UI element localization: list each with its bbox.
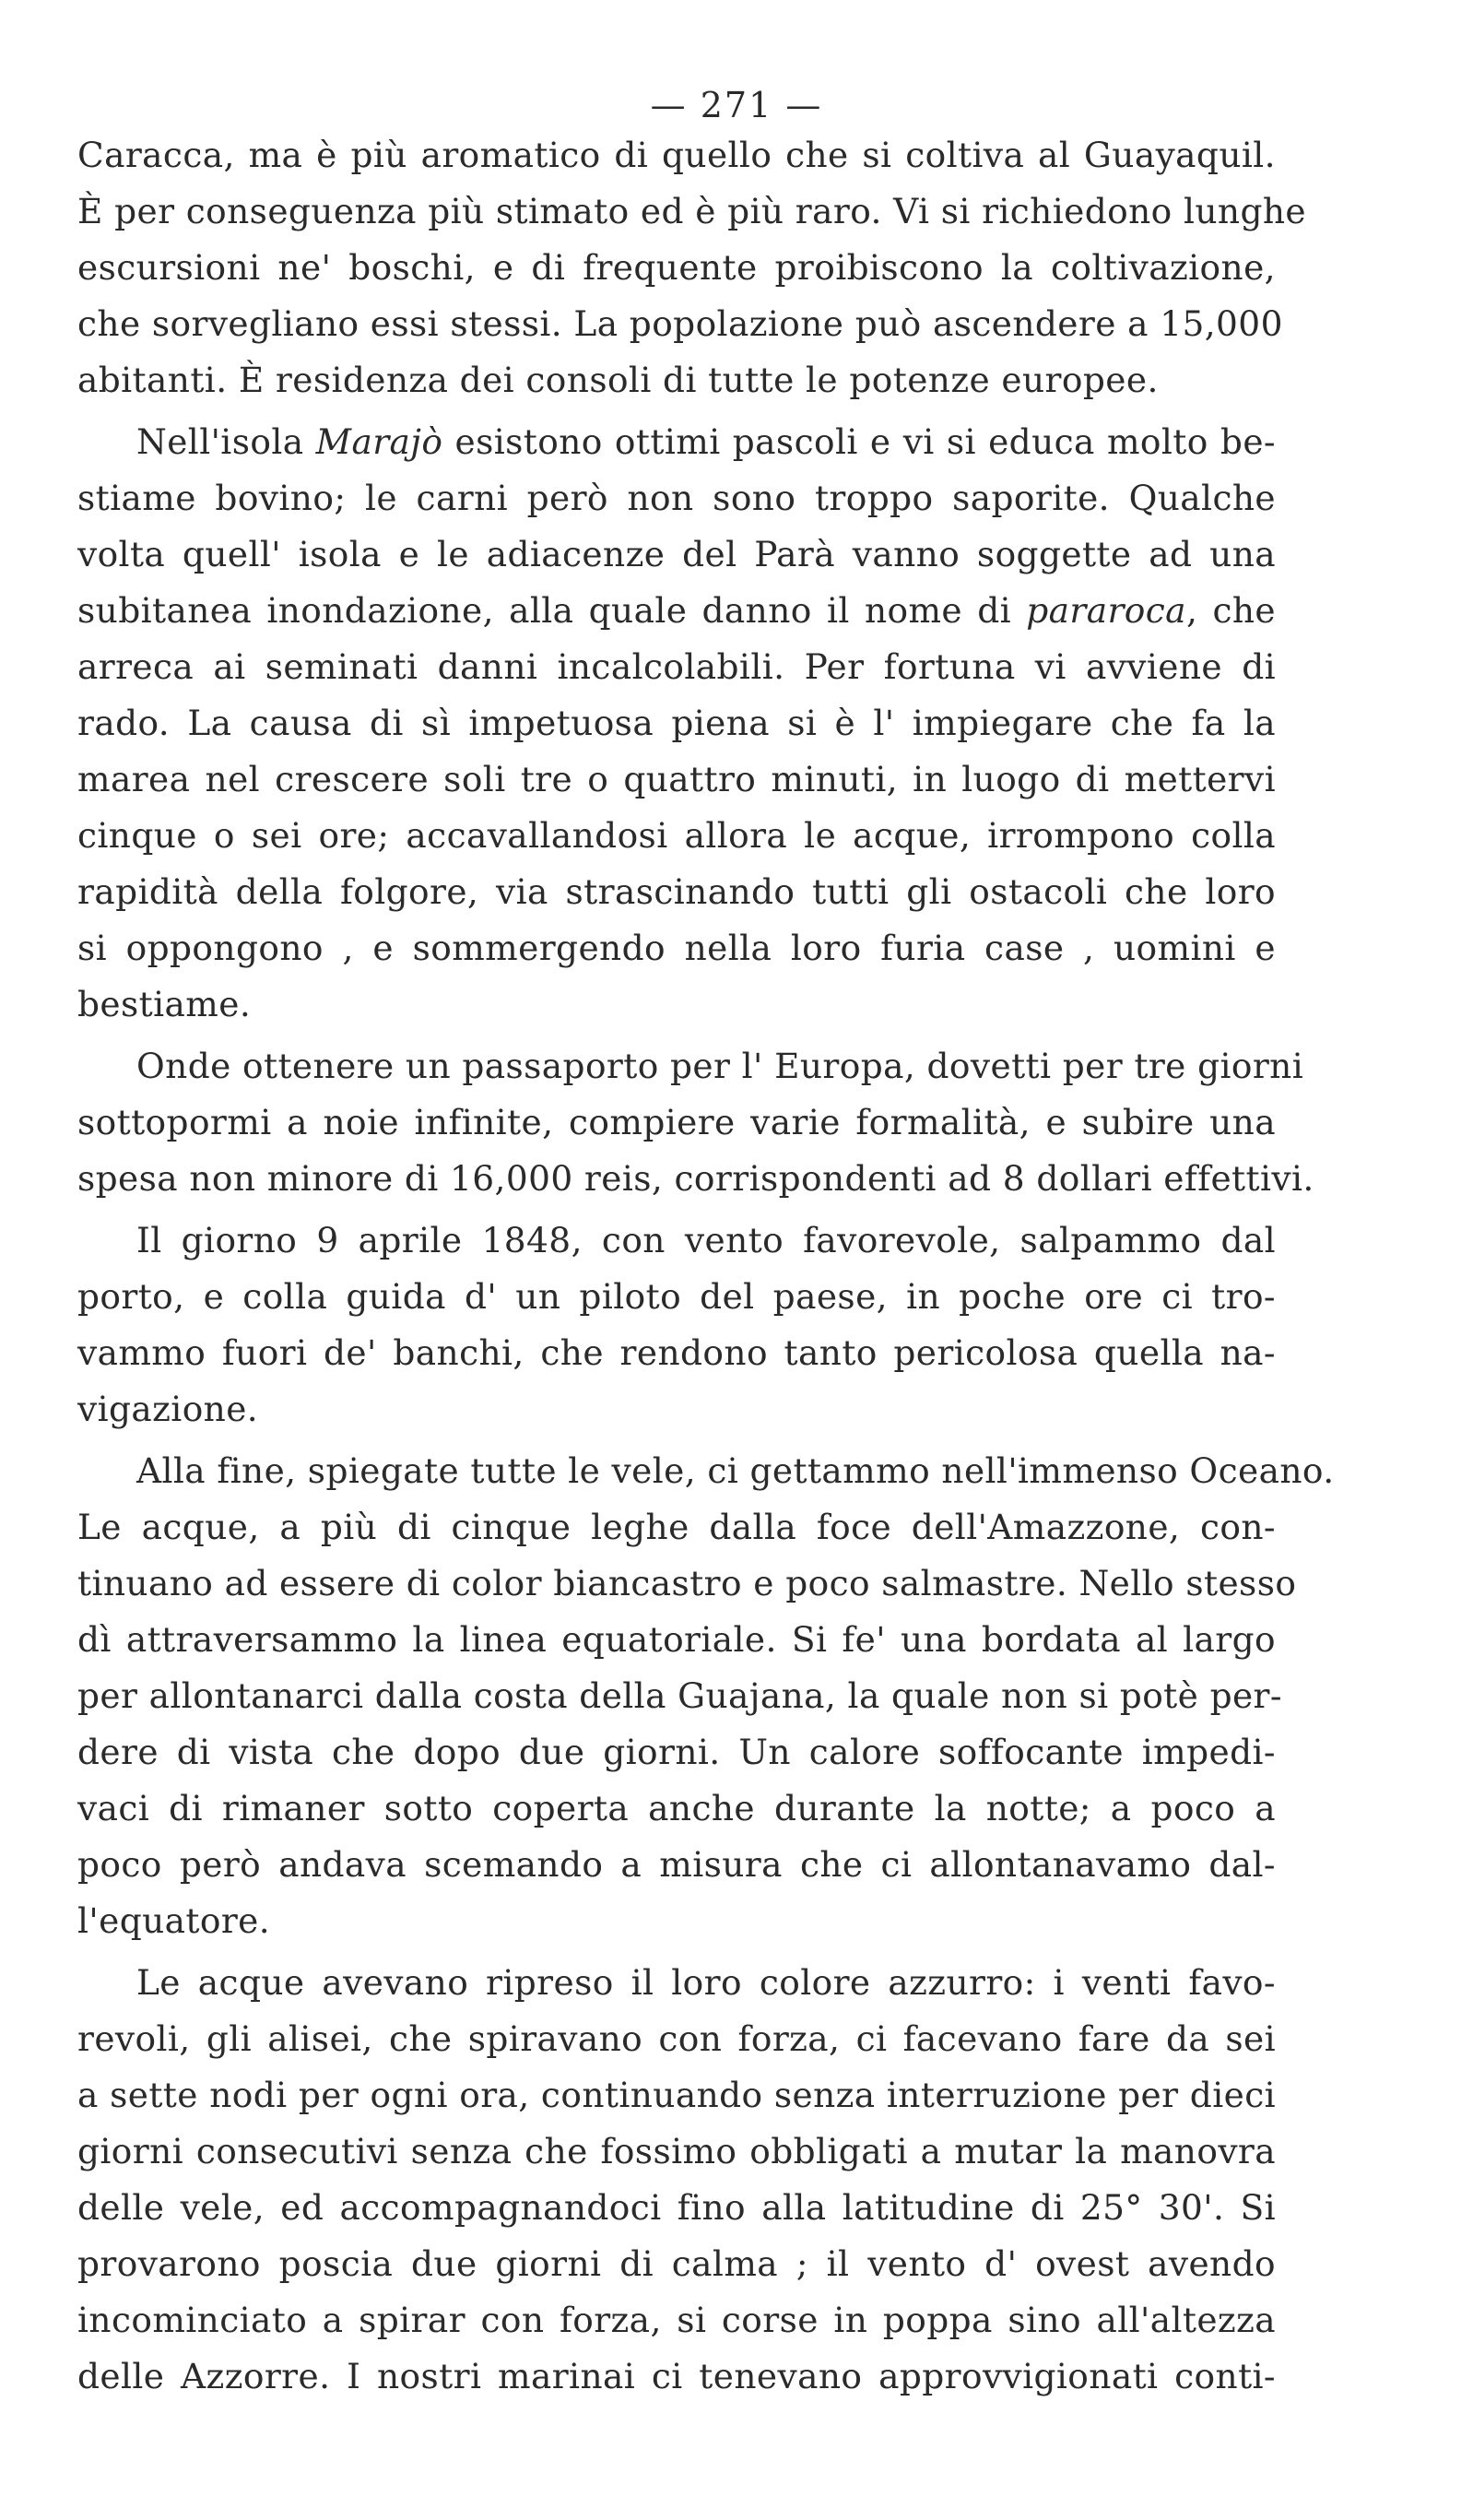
text-line [77,2236,1276,2292]
text-line [77,414,1276,470]
text-segment: tinuano ad essere di color biancastro e poco salmastre. Nello stesso [77,1563,1297,1603]
text-line [77,2348,1276,2405]
text-segment: vigazione. [77,1389,259,1429]
text-line [77,470,1276,526]
text-segment: Alla fine, spiegate tutte le vele, ci gettammo nell'immenso Oceano. [136,1450,1335,1491]
text-segment: stiame bovino; le carni però non sono troppo saporite. Qualche [77,478,1276,518]
body-text [77,127,1335,2405]
text-segment: vaci di rimaner sotto coperta anche durante la notte; a poco a [77,1788,1276,1828]
text-segment: sottopormi a noie infinite, compiere varie formalità, e subire una [77,1102,1276,1142]
text-segment: esistono ottimi pascoli e vi si educa molto be- [442,421,1276,462]
page-number: — 271 — [650,85,823,125]
text-line [77,2124,1276,2180]
text-segment: arreca ai seminati danni incalcolabili. Per fortuna vi avviene di [77,646,1276,687]
text-line [77,808,1276,864]
text-line [77,920,1276,976]
text-segment: Caracca, ma è più aromatico di quello che si coltiva al Guayaquil. [77,135,1276,175]
text-segment: rado. La causa di sì impetuosa piena si è l' impiegare che fa la [77,703,1276,743]
text-segment: porto, e colla guida d' un piloto del paese, in poche ore ci tro- [77,1276,1276,1317]
text-segment: marea nel crescere soli tre o quattro minuti, in luogo di mettervi [77,759,1276,799]
text-line [77,296,1283,352]
text-line [77,240,1276,296]
text-line [77,695,1276,751]
italic-term: pararoca [1026,590,1186,631]
text-segment: che sorvegliano essi stessi. La popolazione può ascendere a 15,000 [77,303,1283,344]
text-segment: a sette nodi per ogni ora, continuando senza interruzione per dieci [77,2075,1276,2115]
text-line [77,1151,1314,1207]
text-line [77,1724,1276,1781]
text-segment: Le acque avevano ripreso il loro colore azzurro: i venti favo- [136,1962,1276,2003]
text-line [77,583,1276,639]
text-segment: incominciato a spirar con forza, si corse in poppa sino all'altezza [77,2300,1276,2340]
text-segment: poco però andava scemando a misura che ci allontanavamo dal- [77,1844,1276,1885]
text-segment: rapidità della folgore, via strascinando tutti gli ostacoli che loro [77,871,1276,912]
text-line [77,2292,1276,2348]
text-line [77,1443,1335,1499]
italic-term: Marajò [315,421,443,462]
text-line [77,1381,1276,1437]
text-segment: l'equatore. [77,1900,271,1941]
text-line [77,1668,1282,1724]
text-segment: provarono poscia due giorni di calma ; il vento d' ovest avendo [77,2243,1276,2284]
text-line [77,1325,1276,1381]
text-segment: Le acque, a più di cinque leghe dalla foce dell'Amazzone, con- [77,1507,1276,1547]
text-segment: per allontanarci dalla costa della Guajana, la quale non si potè per- [77,1675,1282,1716]
text-line [77,352,1276,408]
text-segment: cinque o sei ore; accavallandosi allora le acque, irrompono colla [77,815,1276,856]
text-line [77,1499,1276,1556]
text-line [77,864,1276,920]
text-segment: dere di vista che dopo due giorni. Un calore soffocante impedi- [77,1732,1276,1772]
text-segment: delle vele, ed accompagnandoci fino alla latitudine di 25° 30'. Si [77,2187,1276,2228]
text-segment: dì attraversammo la linea equatoriale. Si fe' una bordata al largo [77,1619,1276,1660]
text-segment: bestiame. [77,984,252,1024]
text-line [77,639,1276,695]
text-segment: volta quell' isola e le adiacenze del Parà vanno soggette ad una [77,534,1276,574]
text-line [77,751,1276,808]
text-line [77,1213,1276,1269]
text-segment: delle Azzorre. I nostri marinai ci tenevano approvvigionati conti- [77,2356,1276,2396]
text-line [77,2180,1276,2236]
text-segment: Nell'isola [136,421,316,462]
text-line [77,183,1306,240]
text-line [77,1781,1276,1837]
text-line [77,1612,1276,1668]
text-segment: Il giorno 9 aprile 1848, con vento favorevole, salpammo dal [136,1220,1276,1260]
text-line [77,1038,1304,1094]
text-line [77,526,1276,583]
text-segment: escursioni ne' boschi, e di frequente proibiscono la coltivazione, [77,247,1276,288]
text-line [77,1556,1297,1612]
text-segment: vammo fuori de' banchi, che rendono tanto pericolosa quella na- [77,1332,1276,1373]
text-segment: si oppongono , e sommergendo nella loro furia case , uomini e [77,928,1276,968]
text-line [77,976,1276,1033]
text-segment: abitanti. È residenza dei consoli di tutte le potenze europee. [77,360,1159,400]
text-line [77,1269,1276,1325]
text-line [77,1094,1276,1151]
text-line [77,1837,1276,1893]
text-segment: revoli, gli alisei, che spiravano con forza, ci facevano fare da sei [77,2018,1276,2059]
text-line [77,2067,1276,2124]
text-segment: Onde ottenere un passaporto per l' Europa, dovetti per tre giorni [136,1046,1304,1086]
text-segment: È per conseguenza più stimato ed è più raro. Vi si richiedono lunghe [77,191,1306,231]
text-segment: , che [1185,590,1276,631]
text-segment: spesa non minore di 16,000 reis, corrispondenti ad 8 dollari effettivi. [77,1158,1314,1199]
text-segment: subitanea inondazione, alla quale danno il nome di [77,590,1027,631]
text-line [77,1955,1276,2011]
text-segment: giorni consecutivi senza che fossimo obbligati a mutar la manovra [77,2131,1276,2171]
text-line [77,2011,1276,2067]
text-line [77,127,1276,183]
text-line [77,1893,1276,1949]
